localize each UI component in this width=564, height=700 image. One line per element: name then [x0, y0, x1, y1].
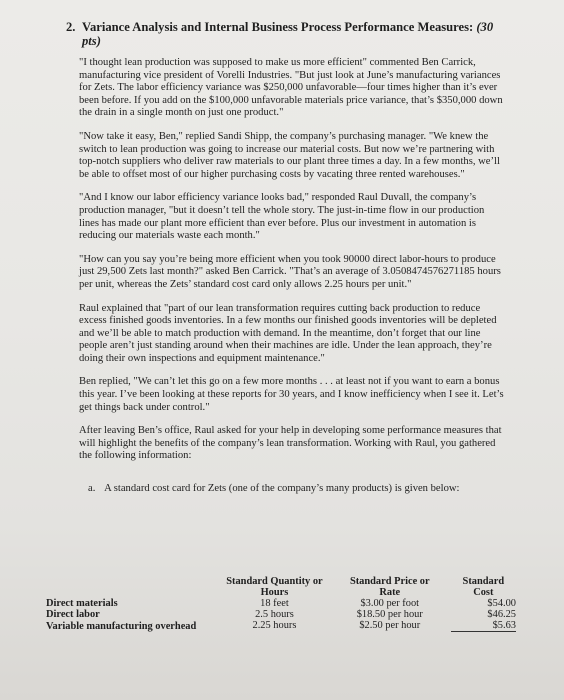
item-a-label: a. — [88, 483, 96, 495]
table-row — [46, 598, 516, 609]
row-name: Direct materials — [46, 598, 118, 609]
section-heading — [66, 20, 506, 48]
table-row — [46, 620, 516, 632]
table-row — [46, 609, 516, 620]
row-cost: $54.00 — [487, 598, 516, 609]
document-content — [66, 20, 506, 496]
paragraph-2: "Now take it easy, Ben," replied Sandi Shipp, the company’s purchasing manager. "We knew the switch to lean production was going to increase our material costs. But now we’re partnering with top-notch suppliers who deliver raw materials to our plant three times a day. In a few months, we’ll be able to offset most of our higher purchasing costs by vacating three rented warehouses." — [79, 130, 500, 180]
paragraph-7: After leaving Ben’s office, Raul asked for your help in developing some performance measures that will highlight the benefits of the company’s lean transformation. Working with Raul, you gathered the following information: — [79, 425, 502, 462]
item-a-text: A standard cost card for Zets (one of the company’s many products) is given below: — [104, 483, 460, 495]
header-qty-2: Hours — [260, 587, 289, 598]
item-a — [88, 483, 506, 496]
row-qty: 2.5 hours — [255, 609, 294, 620]
paragraph-4: "How can you say you’re being more efficient when you took 90000 direct labor-hours to produce just 29,500 Zets last month?" asked Ben Carrick. "That’s an average of 3.0508474576271185 hours per unit, whereas the Zets’ standard cost card only allows 2.25 hours per unit." — [79, 253, 501, 290]
header-rate-2: Rate — [379, 587, 401, 598]
paragraph-3: "And I know our labor efficiency variance looks bad," responded Raul Duvall, the company’s production manager, "but it doesn’t tell the whole story. The just-in-time flow in our production lines has made our plant more efficient than ever before. Plus our investment in automation is reducing our materials waste each month." — [79, 192, 485, 242]
header-row-1 — [46, 576, 516, 587]
row-cost: $46.25 — [487, 609, 516, 620]
row-cost: $5.63 — [451, 620, 516, 632]
row-qty: 18 feet — [260, 598, 289, 609]
paragraph-1: "I thought lean production was supposed to make us more efficient" commented Ben Carrick, manufacturing vice president of Vorelli Industries. "But just look at June’s manufacturing variances for Zets. The labor efficiency variance was $250,000 unfavorable—four times higher than it’s ever been before. If you add on the $100,000 unfavorable materials price variance, that’s $350,000 down the drain in a single month on just one product." — [79, 57, 503, 119]
section-title: Variance Analysis and Internal Business Process Performance Measures: (30 pts) — [82, 20, 494, 48]
header-qty-1: Standard Quantity or — [226, 576, 323, 587]
row-rate: $3.00 per foot — [360, 598, 420, 609]
header-rate-1: Standard Price or — [349, 576, 430, 587]
paragraph-6: Ben replied, "We can’t let this go on a few more months . . . at least not if you want to earn a bonus this year. I’ve been looking at these reports for 30 years, and I know inefficiency when I see it. Let’s get things back under control." — [79, 376, 504, 413]
header-row-2 — [46, 587, 516, 598]
header-cost-1: Standard — [462, 576, 505, 587]
row-rate: $2.50 per hour — [359, 620, 421, 631]
row-name: Variable manufacturing overhead — [46, 620, 197, 632]
standard-cost-card — [46, 576, 516, 632]
row-rate: $18.50 per hour — [356, 609, 423, 620]
section-number: 2. — [66, 20, 76, 34]
section-points: (30 pts) — [82, 20, 494, 48]
row-name: Direct labor — [46, 609, 100, 620]
header-blank — [46, 587, 220, 598]
row-qty: 2.25 hours — [252, 620, 297, 631]
header-blank — [46, 576, 220, 587]
header-cost-2: Cost — [473, 587, 494, 598]
paragraph-5: Raul explained that "part of our lean transformation requires cutting back production to reduce excess finished goods inventories. In a few months our finished goods inventories will be depleted and we’ll be able to match production with demand. In the meantime, don’t forget that our line people aren’t just standing around when their machines are idle. Under the lean approach, they’re doing their own inspections and equipment maintenance." — [79, 302, 497, 364]
